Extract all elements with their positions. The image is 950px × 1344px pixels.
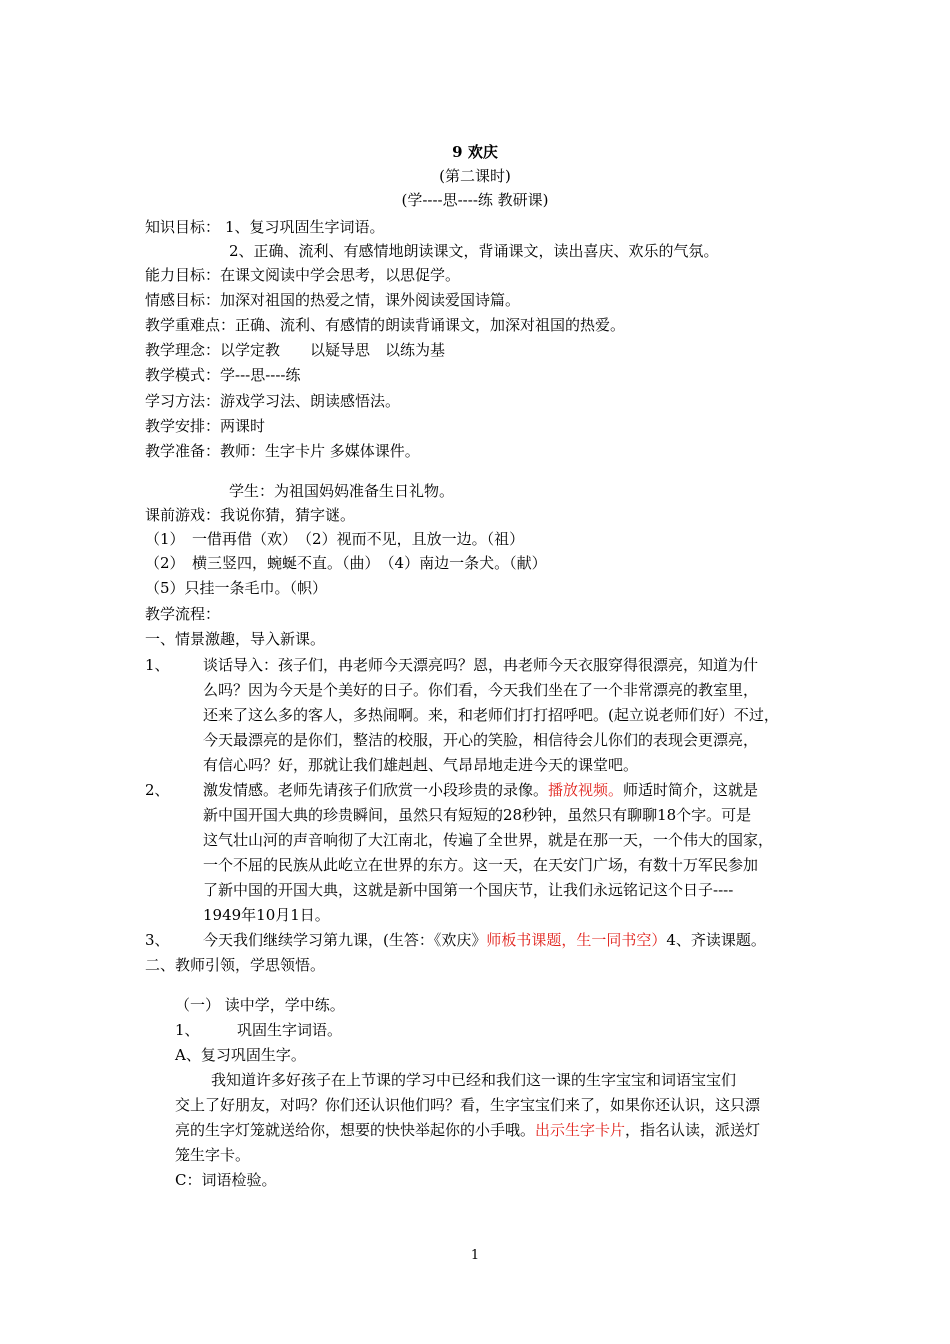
teaching-mode: 教学模式：学---思----练 <box>145 366 301 384</box>
sub-section-1-heading: （一） 读中学，学中练。 <box>175 996 345 1014</box>
paragraph-line: 交上了好朋友，对吗？你们还认识他们吗？看，生字宝宝们来了，如果你还认识，这只漂 <box>175 1096 761 1114</box>
item-1-line: 还来了这么多的客人，多热闹啊。来，和老师们打打招呼吧。(起立说老师们好）不过， <box>203 706 779 724</box>
item-2-line: 一个不屈的民族从此屹立在世界的东方。这一天，在天安门广场，有数十万军民参加 <box>203 856 759 874</box>
board-note: 师板书课题，生一同书空） <box>486 931 667 949</box>
knowledge-objective-2: 2、正确、流利、有感情地朗读课文，背诵课文，读出喜庆、欢乐的气氛。 <box>229 242 719 260</box>
teaching-concept: 教学理念：以学定教 以疑导思 以练为基 <box>145 341 446 359</box>
item-2-text-b: 师适时简介，这就是 <box>623 781 759 799</box>
riddle-row-1: （1） 一借再借（欢） （2）视而不见，且放一边。（祖） <box>145 530 525 548</box>
emotion-objective: 情感目标：加深对祖国的热爱之情，课外阅读爱国诗篇。 <box>145 291 521 309</box>
item-2-line: 1949年10月1日。 <box>203 906 330 924</box>
sub-item-1-text: 巩固生字词语。 <box>237 1021 343 1039</box>
knowledge-objective-1: 1、复习巩固生字词语。 <box>225 218 385 236</box>
item-1-line: 有信心吗？好，那就让我们雄赳赳、气昂昂地走进今天的课堂吧。 <box>203 756 639 774</box>
paragraph-line <box>175 1120 760 1140</box>
part-a-heading: A、复习巩固生字。 <box>175 1046 306 1064</box>
paragraph-text-a: 亮的生字灯笼就送给你，想要的快快举起你的小手哦。 <box>175 1121 536 1139</box>
riddle-row-3: （5）只挂一条毛巾。（帜） <box>145 579 328 597</box>
item-2-line: 了新中国的开国大典，这就是新中国第一个国庆节，让我们永远铭记这个日子---- <box>203 881 734 899</box>
lesson-title: 9 欢庆 <box>452 143 498 161</box>
item-3-text-b: 4、齐读课题。 <box>666 931 766 949</box>
section-2-heading: 二、教师引领，学思领悟。 <box>145 956 326 974</box>
flow-label: 教学流程： <box>145 605 221 623</box>
item-3-line <box>203 930 766 950</box>
teaching-schedule: 教学安排：两课时 <box>145 417 266 435</box>
game-intro: 课前游戏：我说你猜，猜字谜。 <box>145 506 356 524</box>
item-1-number: 1、 <box>145 656 170 674</box>
key-points: 教学重难点：正确、流利、有感情的朗读背诵课文，加深对祖国的热爱。 <box>145 316 626 334</box>
part-c-heading: C：词语检验。 <box>175 1171 277 1189</box>
item-2-line: 新中国开国大典的珍贵瞬间，虽然只有短短的28秒钟，虽然只有聊聊18个字。可是 <box>203 806 752 824</box>
item-3-number: 3、 <box>145 931 170 949</box>
paragraph-line: 我知道许多好孩子在上节课的学习中已经和我们这一课的生字宝宝和词语宝宝们 <box>211 1071 737 1089</box>
page-number: 1 <box>470 1248 480 1263</box>
learning-method: 学习方法：游戏学习法、朗读感悟法。 <box>145 392 401 410</box>
student-preparation: 学生：为祖国妈妈准备生日礼物。 <box>229 482 455 500</box>
paragraph-line: 笼生字卡。 <box>175 1146 251 1164</box>
lesson-subtitle-period: (第二课时) <box>439 167 511 185</box>
item-1-line: 谈话导入：孩子们，冉老师今天漂亮吗？恩，冉老师今天衣服穿得很漂亮，知道为什 <box>203 656 759 674</box>
item-1-line: 么吗？因为今天是个美好的日子。你们看，今天我们坐在了一个非常漂亮的教室里， <box>203 681 759 699</box>
play-video-note: 播放视频。 <box>548 781 624 799</box>
teaching-preparation: 教学准备：教师：生字卡片 多媒体课件。 <box>145 442 420 460</box>
paragraph-text-b: ，指名认读，派送灯 <box>625 1121 761 1139</box>
item-1-line: 今天最漂亮的是你们，整洁的校服，开心的笑脸，相信待会儿你们的表现会更漂亮， <box>203 731 759 749</box>
item-2-line: 这气壮山河的声音响彻了大江南北，传遍了全世界，就是在那一天，一个伟大的国家， <box>203 831 774 849</box>
sub-item-1-number: 1、 <box>175 1021 200 1039</box>
item-2-first-line <box>203 780 758 800</box>
item-3-text-a: 今天我们继续学习第九课，(生答：《欢庆》 <box>203 931 487 949</box>
lesson-subtitle-type: (学----思----练 教研课) <box>401 191 549 209</box>
knowledge-label: 知识目标： <box>145 218 221 236</box>
item-2-text-a: 激发情感。老师先请孩子们欣赏一小段珍贵的录像。 <box>203 781 549 799</box>
riddle-row-2: （2） 横三竖四，蜿蜒不直。（曲） （4）南边一条犬。（献） <box>145 554 547 572</box>
ability-objective: 能力目标：在课文阅读中学会思考，以思促学。 <box>145 266 461 284</box>
item-2-number: 2、 <box>145 781 170 799</box>
section-1-heading: 一、情景激趣，导入新课。 <box>145 630 326 648</box>
show-cards-note: 出示生字卡片 <box>535 1121 626 1139</box>
